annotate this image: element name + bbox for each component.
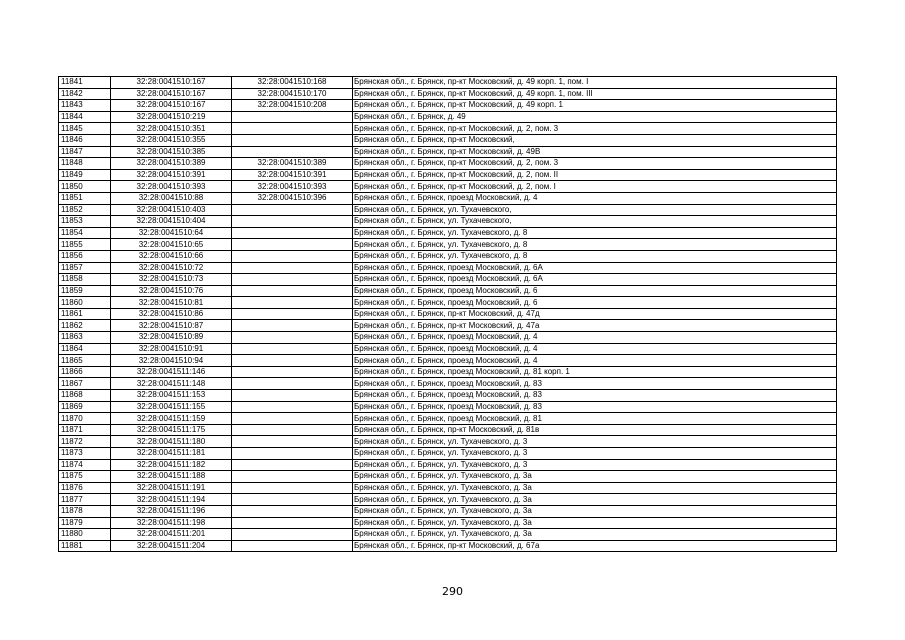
address-cell: Брянская обл., г. Брянск, пр-кт Московский, bbox=[353, 134, 837, 146]
table-row bbox=[59, 146, 837, 158]
row-number-cell: 11846 bbox=[59, 134, 111, 146]
related-cadastral-number-cell bbox=[232, 146, 353, 158]
related-cadastral-number-cell: 32:28:0041510:208 bbox=[232, 100, 353, 112]
cadastral-number-cell: 32:28:0041510:86 bbox=[111, 308, 232, 320]
cadastral-number-cell: 32:28:0041511:191 bbox=[111, 482, 232, 494]
cadastral-number-cell: 32:28:0041511:188 bbox=[111, 471, 232, 483]
row-number-cell: 11874 bbox=[59, 459, 111, 471]
table-row bbox=[59, 274, 837, 286]
related-cadastral-number-cell bbox=[232, 413, 353, 425]
row-number-cell: 11858 bbox=[59, 274, 111, 286]
address-cell: Брянская обл., г. Брянск, ул. Тухачевского, д. 3а bbox=[353, 505, 837, 517]
row-number-cell: 11862 bbox=[59, 320, 111, 332]
related-cadastral-number-cell: 32:28:0041510:391 bbox=[232, 169, 353, 181]
related-cadastral-number-cell: 32:28:0041510:170 bbox=[232, 88, 353, 100]
row-number-cell: 11873 bbox=[59, 448, 111, 460]
cadastral-number-cell: 32:28:0041510:167 bbox=[111, 100, 232, 112]
table-row bbox=[59, 285, 837, 297]
cadastral-number-cell: 32:28:0041511:181 bbox=[111, 448, 232, 460]
cadastral-number-cell: 32:28:0041510:404 bbox=[111, 216, 232, 228]
related-cadastral-number-cell: 32:28:0041510:396 bbox=[232, 192, 353, 204]
table-row bbox=[59, 169, 837, 181]
row-number-cell: 11870 bbox=[59, 413, 111, 425]
address-cell: Брянская обл., г. Брянск, пр-кт Московский, д. 47а bbox=[353, 320, 837, 332]
related-cadastral-number-cell bbox=[232, 227, 353, 239]
related-cadastral-number-cell bbox=[232, 517, 353, 529]
address-cell: Брянская обл., г. Брянск, проезд Московский, д. 6 bbox=[353, 285, 837, 297]
table-row bbox=[59, 390, 837, 402]
address-cell: Брянская обл., г. Брянск, пр-кт Московский, д. 49В bbox=[353, 146, 837, 158]
cadastral-number-cell: 32:28:0041511:204 bbox=[111, 540, 232, 552]
cadastral-number-cell: 32:28:0041511:194 bbox=[111, 494, 232, 506]
row-number-cell: 11866 bbox=[59, 366, 111, 378]
address-cell: Брянская обл., г. Брянск, пр-кт Московский, д. 2, пом. 3 bbox=[353, 158, 837, 170]
cadastral-number-cell: 32:28:0041510:403 bbox=[111, 204, 232, 216]
address-cell: Брянская обл., г. Брянск, ул. Тухачевского, д. 3 bbox=[353, 448, 837, 460]
address-cell: Брянская обл., г. Брянск, проезд Московский, д. 4 bbox=[353, 343, 837, 355]
table-row bbox=[59, 401, 837, 413]
address-cell: Брянская обл., г. Брянск, проезд Московский, д. 83 bbox=[353, 401, 837, 413]
cadastral-number-cell: 32:28:0041510:64 bbox=[111, 227, 232, 239]
address-cell: Брянская обл., г. Брянск, проезд Московский, д. 4 bbox=[353, 192, 837, 204]
row-number-cell: 11849 bbox=[59, 169, 111, 181]
cadastral-number-cell: 32:28:0041510:393 bbox=[111, 181, 232, 193]
address-cell: Брянская обл., г. Брянск, пр-кт Московский, д. 49 корп. 1, пом. I bbox=[353, 77, 837, 89]
table-body bbox=[59, 77, 837, 552]
cadastral-number-cell: 32:28:0041510:91 bbox=[111, 343, 232, 355]
related-cadastral-number-cell bbox=[232, 366, 353, 378]
related-cadastral-number-cell bbox=[232, 332, 353, 344]
cadastral-number-cell: 32:28:0041510:72 bbox=[111, 262, 232, 274]
row-number-cell: 11861 bbox=[59, 308, 111, 320]
table-row bbox=[59, 517, 837, 529]
row-number-cell: 11843 bbox=[59, 100, 111, 112]
table-row bbox=[59, 88, 837, 100]
table-row bbox=[59, 366, 837, 378]
table-row bbox=[59, 204, 837, 216]
row-number-cell: 11844 bbox=[59, 111, 111, 123]
table-row bbox=[59, 540, 837, 552]
related-cadastral-number-cell bbox=[232, 540, 353, 552]
table-row bbox=[59, 77, 837, 89]
address-cell: Брянская обл., г. Брянск, проезд Московский, д. 4 bbox=[353, 332, 837, 344]
address-cell: Брянская обл., г. Брянск, ул. Тухачевского, bbox=[353, 204, 837, 216]
row-number-cell: 11864 bbox=[59, 343, 111, 355]
address-cell: Брянская обл., г. Брянск, ул. Тухачевского, д. 3а bbox=[353, 529, 837, 541]
address-cell: Брянская обл., г. Брянск, ул. Тухачевского, д. 3а bbox=[353, 482, 837, 494]
row-number-cell: 11881 bbox=[59, 540, 111, 552]
related-cadastral-number-cell bbox=[232, 123, 353, 135]
address-cell: Брянская обл., г. Брянск, ул. Тухачевского, д. 8 bbox=[353, 227, 837, 239]
row-number-cell: 11863 bbox=[59, 332, 111, 344]
row-number-cell: 11856 bbox=[59, 250, 111, 262]
address-cell: Брянская обл., г. Брянск, ул. Тухачевского, д. 3а bbox=[353, 471, 837, 483]
row-number-cell: 11876 bbox=[59, 482, 111, 494]
related-cadastral-number-cell bbox=[232, 471, 353, 483]
address-cell: Брянская обл., г. Брянск, проезд Московский, д. 81 корп. 1 bbox=[353, 366, 837, 378]
table-row bbox=[59, 505, 837, 517]
related-cadastral-number-cell bbox=[232, 529, 353, 541]
cadastral-number-cell: 32:28:0041511:196 bbox=[111, 505, 232, 517]
row-number-cell: 11857 bbox=[59, 262, 111, 274]
related-cadastral-number-cell bbox=[232, 355, 353, 367]
related-cadastral-number-cell bbox=[232, 494, 353, 506]
cadastral-number-cell: 32:28:0041510:391 bbox=[111, 169, 232, 181]
cadastral-number-cell: 32:28:0041510:65 bbox=[111, 239, 232, 251]
row-number-cell: 11878 bbox=[59, 505, 111, 517]
address-cell: Брянская обл., г. Брянск, ул. Тухачевского, д. 8 bbox=[353, 250, 837, 262]
related-cadastral-number-cell: 32:28:0041510:389 bbox=[232, 158, 353, 170]
address-cell: Брянская обл., г. Брянск, д. 49 bbox=[353, 111, 837, 123]
cadastral-number-cell: 32:28:0041511:153 bbox=[111, 390, 232, 402]
related-cadastral-number-cell bbox=[232, 204, 353, 216]
cadastral-number-cell: 32:28:0041511:182 bbox=[111, 459, 232, 471]
related-cadastral-number-cell bbox=[232, 436, 353, 448]
related-cadastral-number-cell bbox=[232, 401, 353, 413]
table-row bbox=[59, 320, 837, 332]
related-cadastral-number-cell bbox=[232, 320, 353, 332]
table-row bbox=[59, 297, 837, 309]
related-cadastral-number-cell: 32:28:0041510:168 bbox=[232, 77, 353, 89]
address-cell: Брянская обл., г. Брянск, пр-кт Московский, д. 47д bbox=[353, 308, 837, 320]
cadastral-number-cell: 32:28:0041510:219 bbox=[111, 111, 232, 123]
related-cadastral-number-cell bbox=[232, 459, 353, 471]
address-cell: Брянская обл., г. Брянск, пр-кт Московский, д. 49 корп. 1, пом. III bbox=[353, 88, 837, 100]
cadastral-number-cell: 32:28:0041510:66 bbox=[111, 250, 232, 262]
row-number-cell: 11860 bbox=[59, 297, 111, 309]
address-cell: Брянская обл., г. Брянск, ул. Тухачевского, bbox=[353, 216, 837, 228]
table-row bbox=[59, 436, 837, 448]
cadastral-number-cell: 32:28:0041510:389 bbox=[111, 158, 232, 170]
address-cell: Брянская обл., г. Брянск, ул. Тухачевского, д. 3а bbox=[353, 517, 837, 529]
table-row bbox=[59, 192, 837, 204]
related-cadastral-number-cell bbox=[232, 424, 353, 436]
address-cell: Брянская обл., г. Брянск, ул. Тухачевского, д. 3а bbox=[353, 494, 837, 506]
table-row bbox=[59, 332, 837, 344]
address-cell: Брянская обл., г. Брянск, пр-кт Московский, д. 2, пом. 3 bbox=[353, 123, 837, 135]
related-cadastral-number-cell bbox=[232, 262, 353, 274]
table-row bbox=[59, 181, 837, 193]
cadastral-number-cell: 32:28:0041510:73 bbox=[111, 274, 232, 286]
cadastral-number-cell: 32:28:0041511:198 bbox=[111, 517, 232, 529]
related-cadastral-number-cell bbox=[232, 297, 353, 309]
table-row bbox=[59, 227, 837, 239]
address-cell: Брянская обл., г. Брянск, проезд Московский, д. 81 bbox=[353, 413, 837, 425]
cadastral-number-cell: 32:28:0041510:76 bbox=[111, 285, 232, 297]
table-row bbox=[59, 123, 837, 135]
cadastral-number-cell: 32:28:0041510:351 bbox=[111, 123, 232, 135]
row-number-cell: 11855 bbox=[59, 239, 111, 251]
table-row bbox=[59, 529, 837, 541]
cadastral-number-cell: 32:28:0041510:94 bbox=[111, 355, 232, 367]
cadastral-number-cell: 32:28:0041511:175 bbox=[111, 424, 232, 436]
related-cadastral-number-cell bbox=[232, 285, 353, 297]
table-row bbox=[59, 482, 837, 494]
row-number-cell: 11852 bbox=[59, 204, 111, 216]
related-cadastral-number-cell bbox=[232, 134, 353, 146]
cadastral-number-cell: 32:28:0041510:167 bbox=[111, 88, 232, 100]
table-row bbox=[59, 459, 837, 471]
related-cadastral-number-cell bbox=[232, 390, 353, 402]
related-cadastral-number-cell bbox=[232, 274, 353, 286]
related-cadastral-number-cell bbox=[232, 250, 353, 262]
page-number: 290 bbox=[442, 585, 463, 598]
row-number-cell: 11871 bbox=[59, 424, 111, 436]
related-cadastral-number-cell bbox=[232, 308, 353, 320]
address-cell: Брянская обл., г. Брянск, проезд Московский, д. 6А bbox=[353, 274, 837, 286]
table-row bbox=[59, 471, 837, 483]
cadastral-number-cell: 32:28:0041510:167 bbox=[111, 77, 232, 89]
table-row bbox=[59, 378, 837, 390]
related-cadastral-number-cell bbox=[232, 216, 353, 228]
cadastral-number-cell: 32:28:0041510:89 bbox=[111, 332, 232, 344]
address-cell: Брянская обл., г. Брянск, пр-кт Московский, д. 2, пом. I bbox=[353, 181, 837, 193]
row-number-cell: 11879 bbox=[59, 517, 111, 529]
related-cadastral-number-cell bbox=[232, 239, 353, 251]
row-number-cell: 11880 bbox=[59, 529, 111, 541]
row-number-cell: 11869 bbox=[59, 401, 111, 413]
address-cell: Брянская обл., г. Брянск, проезд Московский, д. 83 bbox=[353, 390, 837, 402]
row-number-cell: 11850 bbox=[59, 181, 111, 193]
row-number-cell: 11847 bbox=[59, 146, 111, 158]
address-cell: Брянская обл., г. Брянск, проезд Московский, д. 6А bbox=[353, 262, 837, 274]
table-row bbox=[59, 158, 837, 170]
row-number-cell: 11854 bbox=[59, 227, 111, 239]
cadastral-number-cell: 32:28:0041510:81 bbox=[111, 297, 232, 309]
address-cell: Брянская обл., г. Брянск, ул. Тухачевского, д. 3 bbox=[353, 436, 837, 448]
row-number-cell: 11841 bbox=[59, 77, 111, 89]
address-cell: Брянская обл., г. Брянск, пр-кт Московский, д. 2, пом. II bbox=[353, 169, 837, 181]
cadastral-number-cell: 32:28:0041510:87 bbox=[111, 320, 232, 332]
address-cell: Брянская обл., г. Брянск, ул. Тухачевского, д. 8 bbox=[353, 239, 837, 251]
cadastral-table bbox=[58, 76, 837, 552]
table-row bbox=[59, 262, 837, 274]
row-number-cell: 11842 bbox=[59, 88, 111, 100]
cadastral-number-cell: 32:28:0041511:159 bbox=[111, 413, 232, 425]
row-number-cell: 11877 bbox=[59, 494, 111, 506]
row-number-cell: 11868 bbox=[59, 390, 111, 402]
row-number-cell: 11853 bbox=[59, 216, 111, 228]
cadastral-number-cell: 32:28:0041510:88 bbox=[111, 192, 232, 204]
row-number-cell: 11859 bbox=[59, 285, 111, 297]
table-row bbox=[59, 448, 837, 460]
cadastral-number-cell: 32:28:0041511:148 bbox=[111, 378, 232, 390]
address-cell: Брянская обл., г. Брянск, проезд Московский, д. 6 bbox=[353, 297, 837, 309]
related-cadastral-number-cell bbox=[232, 482, 353, 494]
related-cadastral-number-cell bbox=[232, 448, 353, 460]
address-cell: Брянская обл., г. Брянск, ул. Тухачевского, д. 3 bbox=[353, 459, 837, 471]
table-row bbox=[59, 216, 837, 228]
row-number-cell: 11867 bbox=[59, 378, 111, 390]
related-cadastral-number-cell bbox=[232, 378, 353, 390]
table-row bbox=[59, 250, 837, 262]
row-number-cell: 11848 bbox=[59, 158, 111, 170]
row-number-cell: 11845 bbox=[59, 123, 111, 135]
table-row bbox=[59, 100, 837, 112]
address-cell: Брянская обл., г. Брянск, пр-кт Московский, д. 49 корп. 1 bbox=[353, 100, 837, 112]
cadastral-number-cell: 32:28:0041511:180 bbox=[111, 436, 232, 448]
related-cadastral-number-cell bbox=[232, 505, 353, 517]
cadastral-number-cell: 32:28:0041511:201 bbox=[111, 529, 232, 541]
cadastral-number-cell: 32:28:0041511:146 bbox=[111, 366, 232, 378]
related-cadastral-number-cell bbox=[232, 111, 353, 123]
related-cadastral-number-cell bbox=[232, 343, 353, 355]
table-row bbox=[59, 134, 837, 146]
row-number-cell: 11875 bbox=[59, 471, 111, 483]
address-cell: Брянская обл., г. Брянск, проезд Московский, д. 83 bbox=[353, 378, 837, 390]
table-row bbox=[59, 111, 837, 123]
table-row bbox=[59, 355, 837, 367]
related-cadastral-number-cell: 32:28:0041510:393 bbox=[232, 181, 353, 193]
cadastral-number-cell: 32:28:0041511:155 bbox=[111, 401, 232, 413]
table-row bbox=[59, 239, 837, 251]
address-cell: Брянская обл., г. Брянск, пр-кт Московский, д. 81в bbox=[353, 424, 837, 436]
address-cell: Брянская обл., г. Брянск, проезд Московский, д. 4 bbox=[353, 355, 837, 367]
row-number-cell: 11872 bbox=[59, 436, 111, 448]
table-row bbox=[59, 494, 837, 506]
table-row bbox=[59, 343, 837, 355]
row-number-cell: 11865 bbox=[59, 355, 111, 367]
table-row bbox=[59, 424, 837, 436]
table-row bbox=[59, 413, 837, 425]
table-row bbox=[59, 308, 837, 320]
row-number-cell: 11851 bbox=[59, 192, 111, 204]
address-cell: Брянская обл., г. Брянск, пр-кт Московский, д. 67а bbox=[353, 540, 837, 552]
cadastral-number-cell: 32:28:0041510:385 bbox=[111, 146, 232, 158]
cadastral-number-cell: 32:28:0041510:355 bbox=[111, 134, 232, 146]
